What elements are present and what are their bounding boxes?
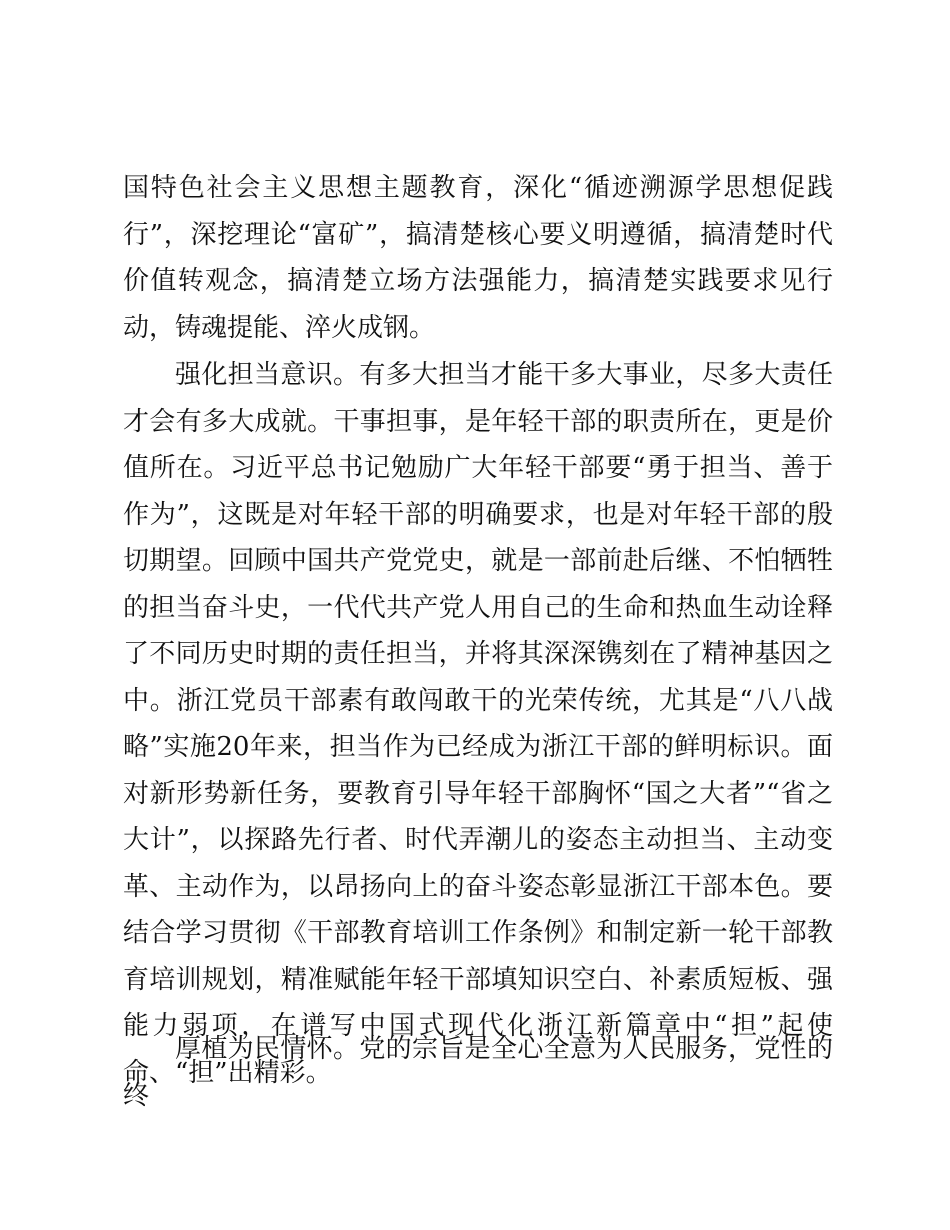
- paragraph-2: 强化担当意识。有多大担当才能干多大事业，尽多大责任才会有多大成就。干事担事，是年轻干部的职责所在，更是价值所在。习近平总书记勉励广大年轻干部要“勇于担当、善于作为”，这既是对年轻干部的明确要求，也是对年轻干部的殷切期望。回顾中国共产党党史，就是一部前赴后继、不怕牺牲的担当奋斗史，一代代共产党人用自己的生命和热血生动诠释了不同历史时期的责任担当，并将其深深镌刻在了精神基因之中。浙江党员干部素有敢闯敢干的光荣传统，尤其是“八八战略”实施20年来，担当作为已经成为浙江干部的鲜明标识。面对新形势新任务，要教育引导年轻干部胸怀“国之大者”“省之大计”，以探路先行者、时代弄潮儿的姿态主动担当、主动变革、主动作为，以昂扬向上的奋斗姿态彰显浙江干部本色。要结合学习贯彻《干部教育培训工作条例》和制定新一轮干部教育培训规划，精准赋能年轻干部填知识空白、补素质短板、强能力弱项，在谱写中国式现代化浙江新篇章中“担”起使命、“担”出精彩。: [123, 360, 833, 1088]
- paragraph-continuation-block: [123, 165, 833, 351]
- paragraph-1: 国特色社会主义思想主题教育，深化“循迹溯源学思想促践行”，深挖理论“富矿”，搞清楚核心要义明遵循，搞清楚时代价值转观念，搞清楚立场方法强能力，搞清楚实践要求见行动，铸魂提能、淬火成钢。: [123, 173, 833, 343]
- paragraph-people-block: [123, 1026, 833, 1119]
- paragraph-3: 厚植为民情怀。党的宗旨是全心全意为人民服务，党性的终: [123, 1034, 833, 1111]
- paragraph-responsibility-block: [123, 352, 833, 1096]
